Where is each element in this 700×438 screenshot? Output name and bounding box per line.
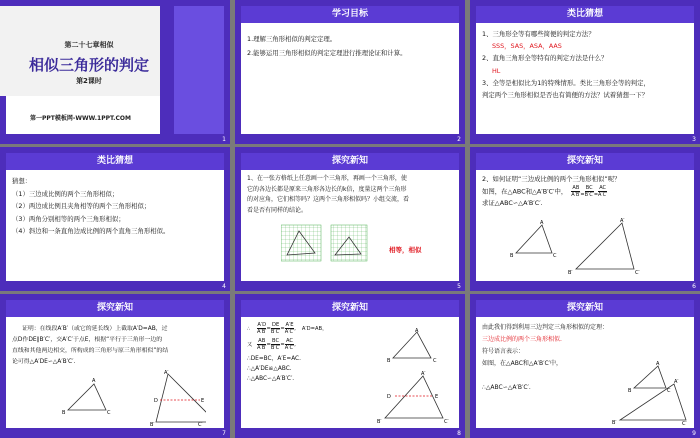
symbolic-heading: 符号语言表示：	[482, 348, 525, 355]
label-a: A	[415, 328, 419, 334]
slide-6-thumbnail[interactable]	[470, 147, 700, 291]
label-a: A	[92, 378, 96, 384]
theorem-intro: 由此我们得到利用三边判定三角形相似的定理：	[482, 324, 609, 331]
f1-n1: A′D	[257, 322, 267, 328]
f2-d1: A′B′	[257, 345, 267, 351]
conclusion: ∴△ABC∽△A′B′C′.	[482, 384, 531, 391]
step-de-bc: ∴DE=BC，A′E=AC.	[247, 356, 301, 362]
label-e: E	[435, 394, 439, 400]
proof-equations: ∴ A′D A′B′ = DE B′C′ = A′E A′C′ , A′D=AB， 又 AB A′B′ = BC B′C′ = AC A′C′ , ∴DE=BC，A′E=AC. ∴△A′DE≌△ABC. ∴△ABC∽△A′B′C′.	[247, 322, 328, 382]
slide-header: 类比猜想	[476, 6, 694, 23]
label-c-prime: C′	[198, 422, 203, 428]
f2-n2: BC	[272, 338, 280, 344]
label-c: C	[667, 388, 671, 394]
conjecture-1: （1）三边成比例的两个三角形相似；	[12, 189, 119, 198]
label-b-prime: B′	[377, 419, 382, 425]
question-text: 2、如何证明“三边成比例的两个三角形相似”呢？	[482, 175, 621, 183]
slide-1-stripe-light	[174, 6, 224, 134]
question-3-line-2: 判定两个三角形相似是否也有简便的方法？试着猜想一下？	[482, 91, 649, 100]
slide-2-canvas	[241, 6, 459, 134]
answer-1: SSS，SAS，ASA，AAS	[492, 42, 562, 51]
ratio-fractions: $\frac{AB}{A'B'}$ = $\frac{BC}{B'C'}$ = $\frac{AC}{A'C'}$	[571, 185, 608, 198]
ad-equals-ab: A′D=AB，	[301, 325, 328, 332]
label-a-prime: A′	[674, 379, 679, 385]
conjecture-4: （4）斜边和一条直角边成比例的两个直角三角形相似。	[12, 227, 170, 235]
frac-num-3: AC	[599, 185, 607, 191]
slide-header: 探究新知	[241, 153, 459, 170]
slide-number: 9	[692, 430, 696, 437]
label-d: D	[154, 398, 158, 404]
slide-7-canvas	[6, 300, 224, 428]
slide-8-thumbnail[interactable]	[235, 294, 465, 438]
f2-d3: A′C′	[284, 345, 295, 351]
f1-d3: A′C′	[284, 329, 295, 335]
label-d: D	[387, 394, 391, 400]
slide-header: 探究新知	[6, 300, 224, 317]
conjecture-2: （2）两边成比例且夹角相等的两个三角形相似；	[12, 202, 151, 210]
proof-line-1: 证明：在线段A′B′（或它的延长线）上截取A′D=AB，过	[22, 326, 168, 332]
task-line-4: 看是否有同样的结论。	[247, 206, 308, 214]
label-c: C	[433, 358, 437, 364]
label-b-prime: B′	[568, 270, 573, 276]
label-c-prime: C′	[444, 419, 449, 425]
theorem-figure	[594, 354, 692, 426]
slide-5-thumbnail[interactable]	[235, 147, 465, 291]
slide-number: 4	[222, 283, 226, 290]
f1-n2: DE	[271, 322, 280, 328]
slide-4-canvas	[6, 153, 224, 281]
lesson-subtitle: 第2课时	[76, 77, 102, 85]
label-b: B	[387, 358, 391, 364]
frac-num-2: BC	[585, 185, 593, 191]
slide-3-thumbnail[interactable]	[470, 0, 700, 144]
slide-4-thumbnail[interactable]	[0, 147, 230, 291]
proof-figure	[371, 328, 461, 426]
proof-line-4: 论可得△A′DE∽△A′B′C′.	[12, 359, 76, 365]
label-b-prime: B′	[150, 422, 155, 428]
slide-number: 2	[457, 136, 461, 143]
slide-2-thumbnail[interactable]	[235, 0, 465, 144]
step-similar: ∴△ABC∽△A′B′C′.	[247, 376, 295, 382]
proof-figure	[46, 370, 206, 428]
label-b: B	[510, 253, 514, 259]
slide-title: 相似三角形的判定	[28, 56, 149, 74]
slide-header: 探究新知	[476, 300, 694, 317]
label-a: A	[540, 220, 544, 226]
figure-given: 如图，在△ABC和△A′B′C′中，	[482, 360, 563, 367]
conjecture-heading: 猜想：	[12, 177, 32, 185]
slide-1-thumbnail[interactable]	[0, 0, 230, 144]
frac-den-1: A′B′	[571, 192, 581, 198]
frac-den-3: A′C′	[598, 192, 608, 198]
task-line-1: 1、在一张方格纸上任意画一个三角形，再画一个三角形，使	[247, 175, 407, 182]
slide-3-canvas	[476, 6, 694, 134]
prove-text: 求证△ABC∽△A′B′C′.	[482, 199, 543, 207]
f1-n3: A′E	[285, 322, 294, 328]
slide-header: 探究新知	[476, 153, 694, 170]
label-a-prime: A′	[421, 371, 426, 377]
slide-5-canvas	[241, 153, 459, 281]
slide-header: 类比猜想	[6, 153, 224, 170]
similar-triangles-figure	[506, 217, 666, 277]
slide-9-canvas	[476, 300, 694, 428]
theorem-statement: 三边成比例的两个三角形相似.	[482, 336, 562, 343]
label-c: C	[553, 253, 557, 259]
label-a-prime: A′	[620, 218, 625, 224]
label-c-prime: C′	[635, 270, 640, 276]
label-c-prime: C′	[682, 421, 687, 426]
objective-1: 1.理解三角形相似的判定定理。	[247, 35, 337, 43]
slide-header: 学习目标	[241, 6, 459, 23]
label-a: A	[656, 361, 660, 367]
label-b: B	[62, 410, 66, 416]
proof-line-3: 直线和其他两边相交，所构成的三角形与原三角形相似”的结	[12, 348, 169, 354]
label-b-prime: B′	[612, 420, 617, 426]
label-b: B	[628, 388, 632, 394]
task-line-3: 的对应角，它们相等吗？这两个三角形相似吗？小组交流，看	[247, 196, 410, 203]
slide-8-canvas	[241, 300, 459, 428]
f2-d2: B′C′	[270, 345, 281, 351]
label-a-prime: A′	[164, 370, 169, 376]
question-1: 1、三角形全等有哪些简便的判定方法？	[482, 30, 595, 38]
grid-triangles-figure	[281, 223, 371, 265]
slide-number: 3	[692, 136, 696, 143]
slide-header: 探究新知	[241, 300, 459, 317]
answer-2: HL	[492, 66, 501, 75]
f1-d1: A′B′	[257, 329, 267, 335]
slide-number: 6	[692, 283, 696, 290]
slide-number: 1	[222, 136, 226, 143]
slide-number: 8	[457, 430, 461, 437]
task-line-2: 它的各边长都是原来三角形各边长的k倍，度量这两个三角形	[247, 185, 407, 193]
f2-n1: AB	[258, 338, 266, 344]
website-text: 第一PPT模板网-WWW.1PPT.COM	[30, 115, 131, 122]
slide-number: 7	[222, 430, 226, 437]
label-e: E	[201, 398, 205, 404]
conjecture-3: （3）两角分别相等的两个三角形相似；	[12, 214, 125, 223]
also-symbol: 又	[247, 341, 253, 348]
label-c: C	[107, 410, 111, 416]
proof-line-2: 点D作DE∥B′C′，交A′C′于点E，根据“平行于三角形一边的	[12, 337, 163, 343]
therefore-symbol: ∴	[247, 325, 251, 332]
given-text: 如图，在△ABC和△A′B′C′中，	[482, 187, 568, 196]
slide-9-thumbnail[interactable]	[470, 294, 700, 438]
chapter-label: 第二十七章相似	[64, 41, 114, 49]
frac-den-2: B′C′	[584, 192, 594, 198]
f2-n3: AC	[285, 338, 294, 344]
objective-2: 2.能够运用三角形相似的判定定理进行推理论证和计算。	[247, 49, 407, 57]
answer-text: 相等，相似	[389, 246, 422, 254]
question-3-line-1: 3、全等是相似比为1的特殊情形。类比三角形全等的判定，	[482, 78, 650, 87]
slide-number: 5	[457, 283, 461, 290]
slide-7-thumbnail[interactable]	[0, 294, 230, 438]
f1-d2: B′C′	[270, 329, 281, 335]
frac-num-1: AB	[572, 185, 580, 191]
slide-6-canvas	[476, 153, 694, 281]
question-2: 2、直角三角形全等特有的判定方法是什么？	[482, 54, 608, 63]
step-congruent: ∴△A′DE≌△ABC.	[247, 366, 292, 372]
